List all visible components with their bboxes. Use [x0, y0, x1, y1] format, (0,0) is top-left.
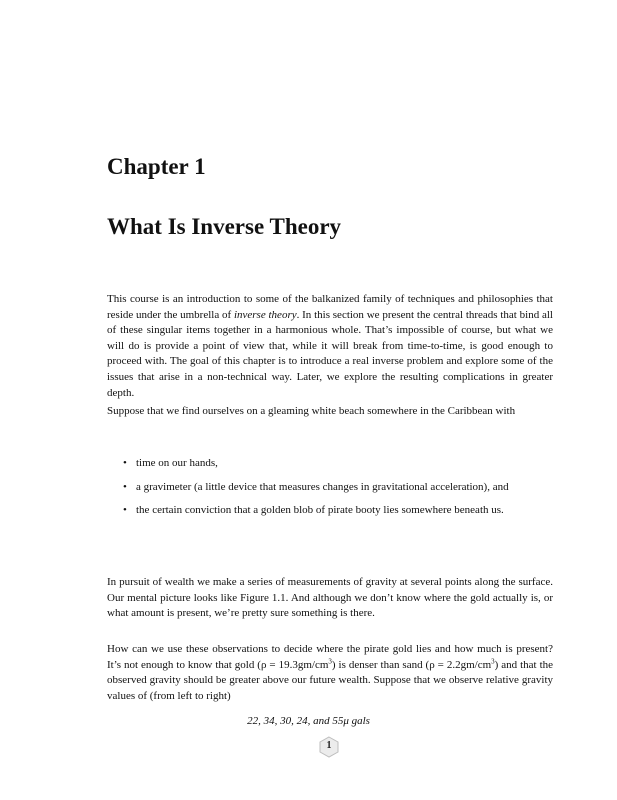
paragraph-question — [107, 642, 553, 704]
page-number-text: 1 — [326, 740, 332, 751]
paragraph-intro-text-rest: . In this section we present the central threads that bind all of these singular items together in a harmonious whole. That’s impossible of course, but what we will do is provide a point of view that, while it will break from time-to-time, is good enough to proceed with. The goal of this chapter is to introduce a real inverse problem and explore some of the issues that arise in a non-technical way. Later, we explore the resulting complications in greater depth. — [107, 308, 553, 399]
bullet-icon: • — [123, 504, 127, 517]
paragraph-measurements: In pursuit of wealth we make a series of measurements of gravity at several points along the surface. Our mental picture looks like Figure 1.1. And although we don’t know where the gold actually is, or what amount is present, we’re pretty sure something is there. — [107, 576, 553, 620]
list-item-text: a gravimeter (a little device that measures changes in gravitational acceleration), and — [136, 480, 509, 493]
superscript: 3 — [491, 656, 495, 665]
bullet-icon: • — [123, 457, 127, 469]
list-item-text: time on our hands, — [136, 457, 218, 469]
list-item — [107, 480, 553, 496]
bullet-icon: • — [123, 480, 127, 493]
paragraph-question-text-c: ) and that the observed gravity should be greater above our future wealth. Suppose that we observe relative gravity values of (from left to right) — [107, 658, 554, 702]
chapter-title: What Is Inverse Theory — [107, 214, 342, 239]
gravity-values-equation: 22, 34, 30, 24, and 55μ gals — [247, 715, 370, 727]
superscript: 3 — [328, 656, 332, 665]
paragraph-intro-text: This course is an introduction to some of the balkanized family of techniques and philosophies that reside under the umbrella of — [107, 293, 553, 321]
list-item-text: the certain conviction that a golden blob of pirate booty lies somewhere beneath us. — [136, 504, 504, 517]
paragraph-question-text-b: ) is denser than sand (ρ = 2.2gm/cm — [331, 658, 492, 671]
list-item — [107, 503, 553, 519]
emphasis-inverse-theory: inverse theory — [233, 308, 297, 321]
page-number — [318, 736, 340, 758]
chapter-label: Chapter 1 — [107, 154, 206, 179]
paragraph-question-text-a: How can we use these observations to decide where the pirate gold lies and how much is present? It’s not enough to know that gold (ρ = 19.3gm/cm — [107, 643, 553, 671]
list-item — [107, 456, 553, 472]
paragraph-intro — [107, 292, 553, 401]
bullet-list — [107, 456, 553, 527]
paragraph-beach: Suppose that we find ourselves on a gleaming white beach somewhere in the Caribbean with — [107, 405, 516, 417]
